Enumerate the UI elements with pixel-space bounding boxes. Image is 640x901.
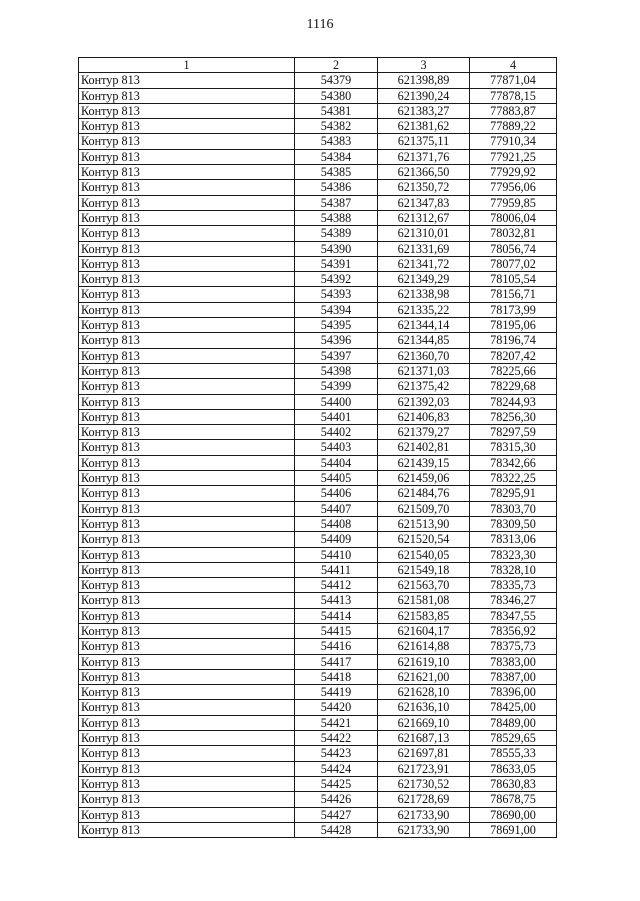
table-row xyxy=(79,241,557,256)
x-coordinate-cell: 621669,10 xyxy=(378,715,470,730)
table-row xyxy=(79,149,557,164)
y-coordinate-cell: 78196,74 xyxy=(470,333,557,348)
table-row xyxy=(79,195,557,210)
contour-cell: Контур 813 xyxy=(79,241,295,256)
y-coordinate-cell: 78346,27 xyxy=(470,593,557,608)
contour-cell: Контур 813 xyxy=(79,623,295,638)
x-coordinate-cell: 621338,98 xyxy=(378,287,470,302)
x-coordinate-cell: 621383,27 xyxy=(378,103,470,118)
contour-cell: Контур 813 xyxy=(79,822,295,837)
contour-cell: Контур 813 xyxy=(79,88,295,103)
x-coordinate-cell: 621347,83 xyxy=(378,195,470,210)
point-number-cell: 54426 xyxy=(295,792,378,807)
contour-cell: Контур 813 xyxy=(79,333,295,348)
x-coordinate-cell: 621381,62 xyxy=(378,119,470,134)
table-row xyxy=(79,226,557,241)
x-coordinate-cell: 621366,50 xyxy=(378,165,470,180)
table-row xyxy=(79,761,557,776)
table-row xyxy=(79,792,557,807)
y-coordinate-cell: 78006,04 xyxy=(470,210,557,225)
x-coordinate-cell: 621509,70 xyxy=(378,501,470,516)
point-number-cell: 54383 xyxy=(295,134,378,149)
y-coordinate-cell: 77959,85 xyxy=(470,195,557,210)
x-coordinate-cell: 621344,14 xyxy=(378,318,470,333)
table-row xyxy=(79,119,557,134)
y-coordinate-cell: 78489,00 xyxy=(470,715,557,730)
contour-cell: Контур 813 xyxy=(79,532,295,547)
table-row xyxy=(79,379,557,394)
y-coordinate-cell: 78396,00 xyxy=(470,685,557,700)
contour-cell: Контур 813 xyxy=(79,180,295,195)
column-header-2: 2 xyxy=(295,58,378,73)
point-number-cell: 54403 xyxy=(295,440,378,455)
contour-cell: Контур 813 xyxy=(79,501,295,516)
table-row xyxy=(79,578,557,593)
y-coordinate-cell: 77883,87 xyxy=(470,103,557,118)
y-coordinate-cell: 78678,75 xyxy=(470,792,557,807)
x-coordinate-cell: 621581,08 xyxy=(378,593,470,608)
y-coordinate-cell: 78173,99 xyxy=(470,302,557,317)
x-coordinate-cell: 621614,88 xyxy=(378,639,470,654)
contour-cell: Контур 813 xyxy=(79,685,295,700)
point-number-cell: 54379 xyxy=(295,73,378,88)
page-number: 1116 xyxy=(306,17,334,32)
y-coordinate-cell: 78156,71 xyxy=(470,287,557,302)
x-coordinate-cell: 621390,24 xyxy=(378,88,470,103)
table-row xyxy=(79,287,557,302)
contour-cell: Контур 813 xyxy=(79,134,295,149)
table-row xyxy=(79,776,557,791)
contour-cell: Контур 813 xyxy=(79,272,295,287)
table-row xyxy=(79,715,557,730)
y-coordinate-cell: 77910,34 xyxy=(470,134,557,149)
point-number-cell: 54416 xyxy=(295,639,378,654)
contour-cell: Контур 813 xyxy=(79,256,295,271)
point-number-cell: 54397 xyxy=(295,348,378,363)
point-number-cell: 54393 xyxy=(295,287,378,302)
x-coordinate-cell: 621398,89 xyxy=(378,73,470,88)
point-number-cell: 54380 xyxy=(295,88,378,103)
contour-cell: Контур 813 xyxy=(79,195,295,210)
y-coordinate-cell: 78387,00 xyxy=(470,669,557,684)
x-coordinate-cell: 621312,67 xyxy=(378,210,470,225)
contour-cell: Контур 813 xyxy=(79,516,295,531)
y-coordinate-cell: 77956,06 xyxy=(470,180,557,195)
point-number-cell: 54399 xyxy=(295,379,378,394)
y-coordinate-cell: 78315,30 xyxy=(470,440,557,455)
x-coordinate-cell: 621697,81 xyxy=(378,746,470,761)
point-number-cell: 54414 xyxy=(295,608,378,623)
y-coordinate-cell: 77878,15 xyxy=(470,88,557,103)
point-number-cell: 54422 xyxy=(295,731,378,746)
y-coordinate-cell: 78105,54 xyxy=(470,272,557,287)
contour-cell: Контур 813 xyxy=(79,715,295,730)
table-body xyxy=(79,73,557,838)
y-coordinate-cell: 78303,70 xyxy=(470,501,557,516)
y-coordinate-cell: 78207,42 xyxy=(470,348,557,363)
table-row xyxy=(79,486,557,501)
x-coordinate-cell: 621583,85 xyxy=(378,608,470,623)
table-row xyxy=(79,363,557,378)
table-row xyxy=(79,134,557,149)
y-coordinate-cell: 78347,55 xyxy=(470,608,557,623)
x-coordinate-cell: 621341,72 xyxy=(378,256,470,271)
x-coordinate-cell: 621379,27 xyxy=(378,425,470,440)
point-number-cell: 54398 xyxy=(295,363,378,378)
contour-cell: Контур 813 xyxy=(79,593,295,608)
point-number-cell: 54406 xyxy=(295,486,378,501)
y-coordinate-cell: 78555,33 xyxy=(470,746,557,761)
contour-cell: Контур 813 xyxy=(79,455,295,470)
table-header-row xyxy=(79,58,557,73)
x-coordinate-cell: 621406,83 xyxy=(378,409,470,424)
x-coordinate-cell: 621335,22 xyxy=(378,302,470,317)
point-number-cell: 54405 xyxy=(295,471,378,486)
x-coordinate-cell: 621730,52 xyxy=(378,776,470,791)
contour-cell: Контур 813 xyxy=(79,639,295,654)
x-coordinate-cell: 621604,17 xyxy=(378,623,470,638)
y-coordinate-cell: 78032,81 xyxy=(470,226,557,241)
table-row xyxy=(79,210,557,225)
x-coordinate-cell: 621349,29 xyxy=(378,272,470,287)
x-coordinate-cell: 621621,00 xyxy=(378,669,470,684)
y-coordinate-cell: 78691,00 xyxy=(470,822,557,837)
contour-cell: Контур 813 xyxy=(79,807,295,822)
contour-cell: Контур 813 xyxy=(79,149,295,164)
x-coordinate-cell: 621371,03 xyxy=(378,363,470,378)
point-number-cell: 54402 xyxy=(295,425,378,440)
y-coordinate-cell: 77871,04 xyxy=(470,73,557,88)
y-coordinate-cell: 78383,00 xyxy=(470,654,557,669)
x-coordinate-cell: 621350,72 xyxy=(378,180,470,195)
y-coordinate-cell: 78225,66 xyxy=(470,363,557,378)
table-row xyxy=(79,516,557,531)
x-coordinate-cell: 621733,90 xyxy=(378,807,470,822)
table-row xyxy=(79,639,557,654)
point-number-cell: 54418 xyxy=(295,669,378,684)
x-coordinate-cell: 621520,54 xyxy=(378,532,470,547)
contour-cell: Контур 813 xyxy=(79,165,295,180)
x-coordinate-cell: 621459,06 xyxy=(378,471,470,486)
point-number-cell: 54385 xyxy=(295,165,378,180)
x-coordinate-cell: 621619,10 xyxy=(378,654,470,669)
y-coordinate-cell: 78425,00 xyxy=(470,700,557,715)
table-row xyxy=(79,425,557,440)
point-number-cell: 54423 xyxy=(295,746,378,761)
point-number-cell: 54391 xyxy=(295,256,378,271)
contour-cell: Контур 813 xyxy=(79,776,295,791)
table-row xyxy=(79,180,557,195)
table-row xyxy=(79,272,557,287)
table-row xyxy=(79,731,557,746)
y-coordinate-cell: 78309,50 xyxy=(470,516,557,531)
contour-cell: Контур 813 xyxy=(79,547,295,562)
column-header-4: 4 xyxy=(470,58,557,73)
table-row xyxy=(79,654,557,669)
column-header-1: 1 xyxy=(79,58,295,73)
y-coordinate-cell: 78256,30 xyxy=(470,409,557,424)
table-row xyxy=(79,302,557,317)
point-number-cell: 54387 xyxy=(295,195,378,210)
y-coordinate-cell: 78529,65 xyxy=(470,731,557,746)
table-row xyxy=(79,669,557,684)
x-coordinate-cell: 621540,05 xyxy=(378,547,470,562)
y-coordinate-cell: 78295,91 xyxy=(470,486,557,501)
point-number-cell: 54408 xyxy=(295,516,378,531)
x-coordinate-cell: 621628,10 xyxy=(378,685,470,700)
y-coordinate-cell: 78375,73 xyxy=(470,639,557,654)
x-coordinate-cell: 621484,76 xyxy=(378,486,470,501)
point-number-cell: 54396 xyxy=(295,333,378,348)
point-number-cell: 54386 xyxy=(295,180,378,195)
table-row xyxy=(79,623,557,638)
point-number-cell: 54390 xyxy=(295,241,378,256)
contour-cell: Контур 813 xyxy=(79,700,295,715)
point-number-cell: 54394 xyxy=(295,302,378,317)
x-coordinate-cell: 621733,90 xyxy=(378,822,470,837)
x-coordinate-cell: 621563,70 xyxy=(378,578,470,593)
point-number-cell: 54425 xyxy=(295,776,378,791)
column-header-3: 3 xyxy=(378,58,470,73)
contour-cell: Контур 813 xyxy=(79,746,295,761)
contour-cell: Контур 813 xyxy=(79,287,295,302)
contour-cell: Контур 813 xyxy=(79,654,295,669)
x-coordinate-cell: 621687,13 xyxy=(378,731,470,746)
x-coordinate-cell: 621728,69 xyxy=(378,792,470,807)
table-row xyxy=(79,501,557,516)
point-number-cell: 54427 xyxy=(295,807,378,822)
point-number-cell: 54388 xyxy=(295,210,378,225)
contour-cell: Контур 813 xyxy=(79,226,295,241)
point-number-cell: 54384 xyxy=(295,149,378,164)
table-row xyxy=(79,88,557,103)
table-row xyxy=(79,348,557,363)
table-row xyxy=(79,103,557,118)
contour-cell: Контур 813 xyxy=(79,471,295,486)
point-number-cell: 54392 xyxy=(295,272,378,287)
y-coordinate-cell: 78328,10 xyxy=(470,562,557,577)
point-number-cell: 54421 xyxy=(295,715,378,730)
contour-cell: Контур 813 xyxy=(79,792,295,807)
y-coordinate-cell: 77929,92 xyxy=(470,165,557,180)
table-row xyxy=(79,333,557,348)
x-coordinate-cell: 621360,70 xyxy=(378,348,470,363)
y-coordinate-cell: 77889,22 xyxy=(470,119,557,134)
x-coordinate-cell: 621549,18 xyxy=(378,562,470,577)
x-coordinate-cell: 621371,76 xyxy=(378,149,470,164)
y-coordinate-cell: 78056,74 xyxy=(470,241,557,256)
contour-cell: Контур 813 xyxy=(79,409,295,424)
y-coordinate-cell: 78690,00 xyxy=(470,807,557,822)
x-coordinate-cell: 621723,91 xyxy=(378,761,470,776)
y-coordinate-cell: 78323,30 xyxy=(470,547,557,562)
table-row xyxy=(79,807,557,822)
table-row xyxy=(79,562,557,577)
x-coordinate-cell: 621439,15 xyxy=(378,455,470,470)
contour-cell: Контур 813 xyxy=(79,440,295,455)
table-row xyxy=(79,471,557,486)
table-row xyxy=(79,700,557,715)
table-row xyxy=(79,746,557,761)
contour-cell: Контур 813 xyxy=(79,103,295,118)
x-coordinate-cell: 621392,03 xyxy=(378,394,470,409)
x-coordinate-cell: 621375,42 xyxy=(378,379,470,394)
point-number-cell: 54424 xyxy=(295,761,378,776)
table-row xyxy=(79,440,557,455)
contour-cell: Контур 813 xyxy=(79,363,295,378)
table-row xyxy=(79,394,557,409)
point-number-cell: 54415 xyxy=(295,623,378,638)
table-row xyxy=(79,822,557,837)
y-coordinate-cell: 78630,83 xyxy=(470,776,557,791)
table-row xyxy=(79,455,557,470)
contour-cell: Контур 813 xyxy=(79,210,295,225)
x-coordinate-cell: 621375,11 xyxy=(378,134,470,149)
x-coordinate-cell: 621310,01 xyxy=(378,226,470,241)
x-coordinate-cell: 621331,69 xyxy=(378,241,470,256)
y-coordinate-cell: 78313,06 xyxy=(470,532,557,547)
y-coordinate-cell: 78342,66 xyxy=(470,455,557,470)
point-number-cell: 54413 xyxy=(295,593,378,608)
table-row xyxy=(79,73,557,88)
table-row xyxy=(79,318,557,333)
point-number-cell: 54401 xyxy=(295,409,378,424)
table-row xyxy=(79,409,557,424)
y-coordinate-cell: 78244,93 xyxy=(470,394,557,409)
x-coordinate-cell: 621344,85 xyxy=(378,333,470,348)
table-row xyxy=(79,256,557,271)
table-row xyxy=(79,547,557,562)
point-number-cell: 54411 xyxy=(295,562,378,577)
y-coordinate-cell: 78633,05 xyxy=(470,761,557,776)
contour-cell: Контур 813 xyxy=(79,394,295,409)
point-number-cell: 54419 xyxy=(295,685,378,700)
contour-cell: Контур 813 xyxy=(79,562,295,577)
point-number-cell: 54382 xyxy=(295,119,378,134)
y-coordinate-cell: 78229,68 xyxy=(470,379,557,394)
x-coordinate-cell: 621402,81 xyxy=(378,440,470,455)
y-coordinate-cell: 78356,92 xyxy=(470,623,557,638)
contour-cell: Контур 813 xyxy=(79,761,295,776)
point-number-cell: 54407 xyxy=(295,501,378,516)
contour-cell: Контур 813 xyxy=(79,119,295,134)
contour-cell: Контур 813 xyxy=(79,425,295,440)
contour-cell: Контур 813 xyxy=(79,578,295,593)
y-coordinate-cell: 78322,25 xyxy=(470,471,557,486)
y-coordinate-cell: 78195,06 xyxy=(470,318,557,333)
table-row xyxy=(79,685,557,700)
point-number-cell: 54409 xyxy=(295,532,378,547)
point-number-cell: 54420 xyxy=(295,700,378,715)
contour-cell: Контур 813 xyxy=(79,318,295,333)
contour-cell: Контур 813 xyxy=(79,348,295,363)
point-number-cell: 54404 xyxy=(295,455,378,470)
table-row xyxy=(79,532,557,547)
y-coordinate-cell: 78077,02 xyxy=(470,256,557,271)
table-row xyxy=(79,608,557,623)
contour-cell: Контур 813 xyxy=(79,669,295,684)
point-number-cell: 54410 xyxy=(295,547,378,562)
point-number-cell: 54428 xyxy=(295,822,378,837)
x-coordinate-cell: 621636,10 xyxy=(378,700,470,715)
contour-cell: Контур 813 xyxy=(79,608,295,623)
contour-cell: Контур 813 xyxy=(79,302,295,317)
contour-cell: Контур 813 xyxy=(79,731,295,746)
table-row xyxy=(79,593,557,608)
contour-cell: Контур 813 xyxy=(79,73,295,88)
point-number-cell: 54412 xyxy=(295,578,378,593)
contour-cell: Контур 813 xyxy=(79,379,295,394)
point-number-cell: 54395 xyxy=(295,318,378,333)
point-number-cell: 54389 xyxy=(295,226,378,241)
y-coordinate-cell: 78297,59 xyxy=(470,425,557,440)
table-row xyxy=(79,165,557,180)
point-number-cell: 54381 xyxy=(295,103,378,118)
x-coordinate-cell: 621513,90 xyxy=(378,516,470,531)
y-coordinate-cell: 77921,25 xyxy=(470,149,557,164)
coordinates-table xyxy=(78,57,557,838)
contour-cell: Контур 813 xyxy=(79,486,295,501)
point-number-cell: 54417 xyxy=(295,654,378,669)
y-coordinate-cell: 78335,73 xyxy=(470,578,557,593)
point-number-cell: 54400 xyxy=(295,394,378,409)
